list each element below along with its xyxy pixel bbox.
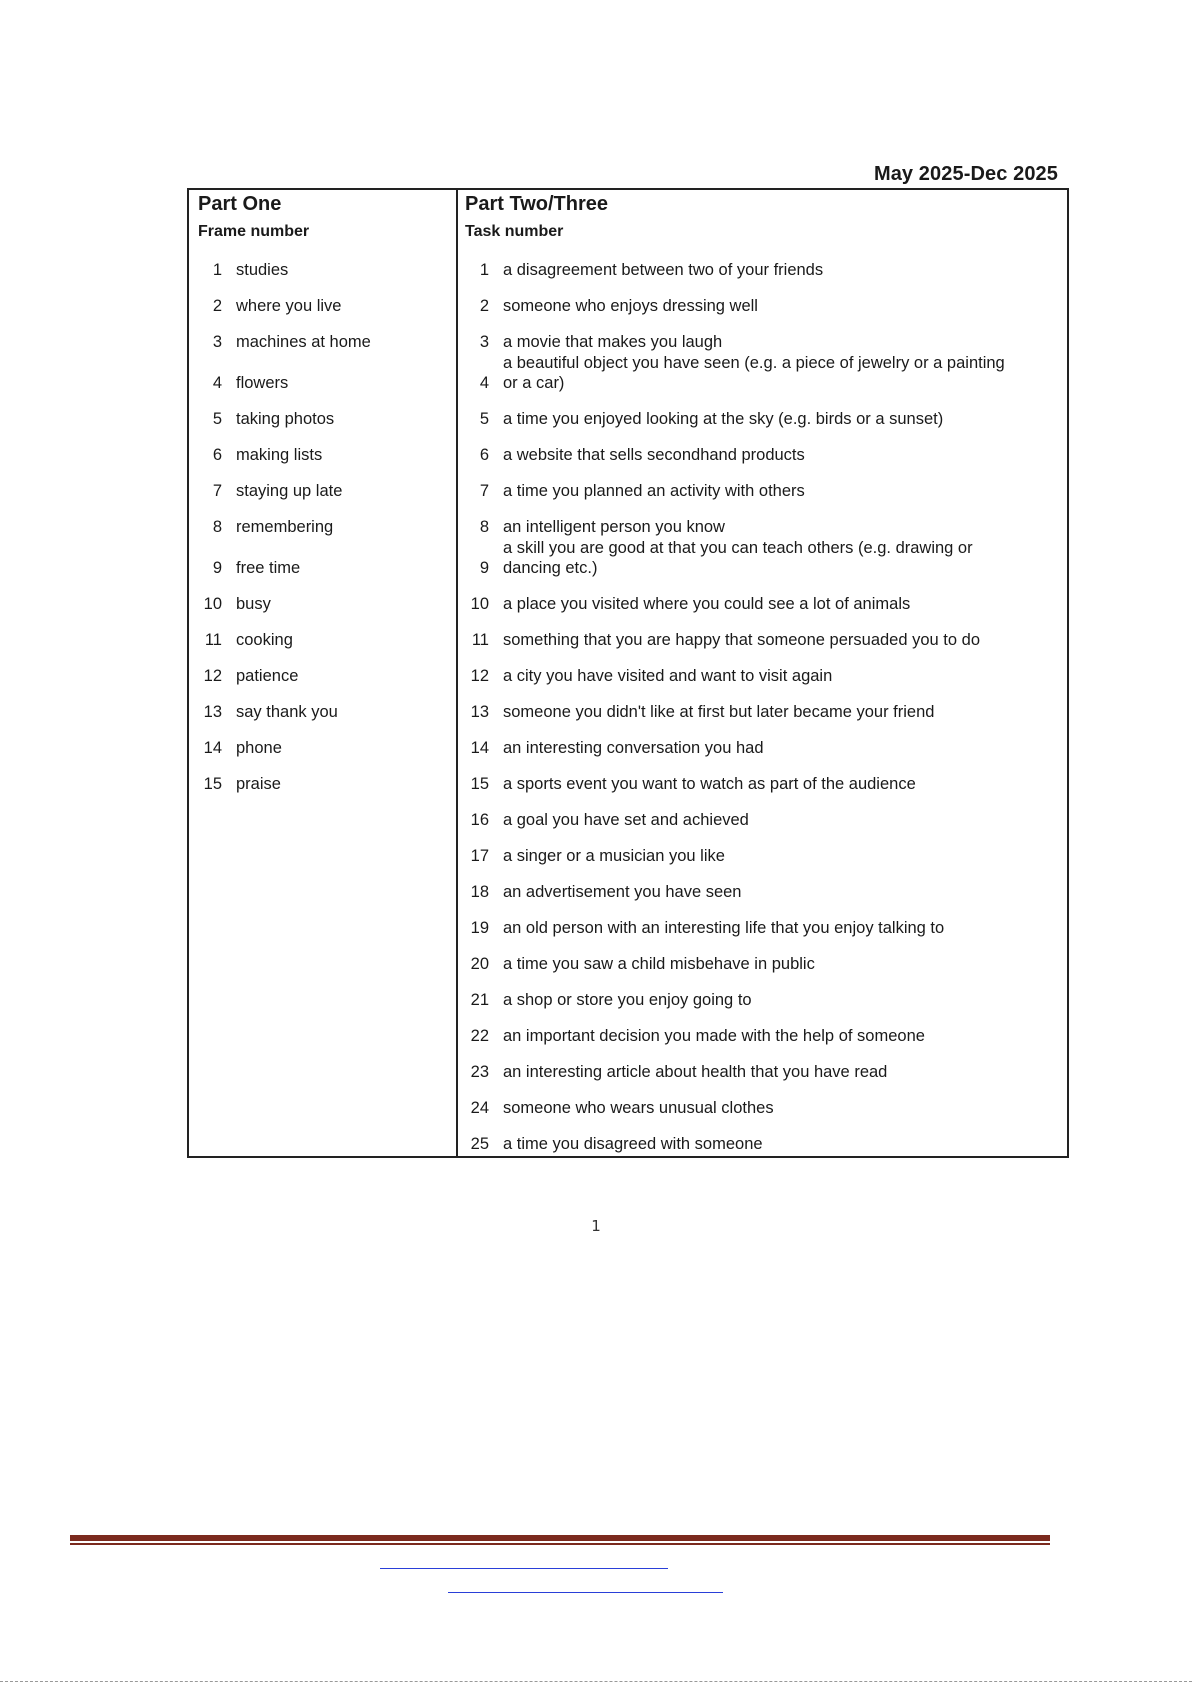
item-text: a disagreement between two of your friends xyxy=(503,261,824,279)
item-text: remembering xyxy=(236,518,334,536)
item-number: 8 xyxy=(479,518,489,536)
task-number-header: Task number xyxy=(465,223,564,240)
footer-rule-thin xyxy=(70,1543,1050,1545)
item-text: a place you visited where you could see a lot of animals xyxy=(503,595,911,613)
item-number: 13 xyxy=(470,703,489,721)
column-divider xyxy=(456,190,458,1156)
item-number: 1 xyxy=(479,261,489,279)
page-number: 1 xyxy=(591,1217,601,1235)
item-text: a sports event you want to watch as part of the audience xyxy=(503,775,916,793)
item-number: 14 xyxy=(203,739,222,757)
item-text: someone who enjoys dressing well xyxy=(503,297,758,315)
frame-number-header: Frame number xyxy=(198,223,310,240)
item-number: 12 xyxy=(203,667,222,685)
item-text: an important decision you made with the help of someone xyxy=(503,1027,925,1045)
item-number: 9 xyxy=(479,559,489,577)
item-text: a movie that makes you laugh xyxy=(503,333,723,351)
item-number: 2 xyxy=(479,297,489,315)
item-number: 12 xyxy=(470,667,489,685)
item-number: 7 xyxy=(479,482,489,500)
item-number: 7 xyxy=(212,482,222,500)
item-text: someone who wears unusual clothes xyxy=(503,1099,774,1117)
item-number: 3 xyxy=(212,333,222,351)
item-text-line-2: dancing etc.) xyxy=(503,559,598,577)
item-number: 15 xyxy=(203,775,222,793)
item-number: 19 xyxy=(470,919,489,937)
item-text: a website that sells secondhand products xyxy=(503,446,805,464)
item-text: an interesting conversation you had xyxy=(503,739,764,757)
item-text: a singer or a musician you like xyxy=(503,847,725,865)
item-text-line-2: or a car) xyxy=(503,374,565,392)
item-number: 5 xyxy=(479,410,489,428)
item-text: an interesting article about health that you have read xyxy=(503,1063,888,1081)
item-number: 13 xyxy=(203,703,222,721)
item-number: 16 xyxy=(470,811,489,829)
item-text: say thank you xyxy=(236,703,338,721)
item-text: a time you disagreed with someone xyxy=(503,1135,763,1153)
item-text: praise xyxy=(236,775,281,793)
item-number: 9 xyxy=(212,559,222,577)
item-text: taking photos xyxy=(236,410,335,428)
footer-rule xyxy=(70,1535,1050,1541)
item-text: something that you are happy that someone persuaded you to do xyxy=(503,631,980,649)
item-number: 14 xyxy=(470,739,489,757)
item-text-line-1: a skill you are good at that you can teach others (e.g. drawing or xyxy=(503,539,973,557)
item-number: 4 xyxy=(479,374,489,392)
page-edge-divider xyxy=(0,1681,1192,1685)
item-number: 10 xyxy=(203,595,222,613)
item-number: 5 xyxy=(212,410,222,428)
item-text: a time you saw a child misbehave in public xyxy=(503,955,815,973)
item-number: 23 xyxy=(470,1063,489,1081)
item-number: 6 xyxy=(212,446,222,464)
footer-link-underline[interactable] xyxy=(448,1592,723,1593)
item-number: 11 xyxy=(204,631,222,649)
item-number: 22 xyxy=(470,1027,489,1045)
item-number: 10 xyxy=(470,595,489,613)
item-text: busy xyxy=(236,595,271,613)
item-text: an old person with an interesting life that you enjoy talking to xyxy=(503,919,945,937)
item-text: someone you didn't like at first but later became your friend xyxy=(503,703,935,721)
item-text: machines at home xyxy=(236,333,371,351)
item-number: 24 xyxy=(470,1099,489,1117)
item-number: 18 xyxy=(470,883,489,901)
item-number: 25 xyxy=(470,1135,489,1153)
item-number: 20 xyxy=(470,955,489,973)
part-one-title: Part One xyxy=(198,193,282,215)
footer-link-underline[interactable] xyxy=(380,1568,668,1569)
topic-table xyxy=(187,188,1069,1158)
date-range: May 2025-Dec 2025 xyxy=(873,163,1058,185)
item-text: an intelligent person you know xyxy=(503,518,725,536)
item-text xyxy=(503,353,1005,393)
item-number: 15 xyxy=(470,775,489,793)
item-text: a time you enjoyed looking at the sky (e.g. birds or a sunset) xyxy=(503,410,944,428)
item-number: 6 xyxy=(479,446,489,464)
item-number: 8 xyxy=(212,518,222,536)
item-number: 4 xyxy=(212,374,222,392)
item-number: 17 xyxy=(470,847,489,865)
item-text: cooking xyxy=(236,631,293,649)
item-number: 11 xyxy=(471,631,489,649)
item-text xyxy=(503,538,973,578)
item-text: studies xyxy=(236,261,289,279)
item-number: 2 xyxy=(212,297,222,315)
item-text: phone xyxy=(236,739,282,757)
item-text: an advertisement you have seen xyxy=(503,883,742,901)
item-text: patience xyxy=(236,667,299,685)
item-text: a city you have visited and want to visit again xyxy=(503,667,833,685)
item-text: where you live xyxy=(236,297,342,315)
item-text: making lists xyxy=(236,446,323,464)
part-two-three-title: Part Two/Three xyxy=(465,193,608,215)
item-text: a shop or store you enjoy going to xyxy=(503,991,752,1009)
item-text: staying up late xyxy=(236,482,343,500)
item-text: free time xyxy=(236,559,301,577)
item-text: a time you planned an activity with others xyxy=(503,482,805,500)
item-text: flowers xyxy=(236,374,289,392)
item-text: a goal you have set and achieved xyxy=(503,811,749,829)
item-text-line-1: a beautiful object you have seen (e.g. a piece of jewelry or a painting xyxy=(503,354,1005,372)
item-number: 3 xyxy=(479,333,489,351)
item-number: 1 xyxy=(212,261,222,279)
item-number: 21 xyxy=(470,991,489,1009)
